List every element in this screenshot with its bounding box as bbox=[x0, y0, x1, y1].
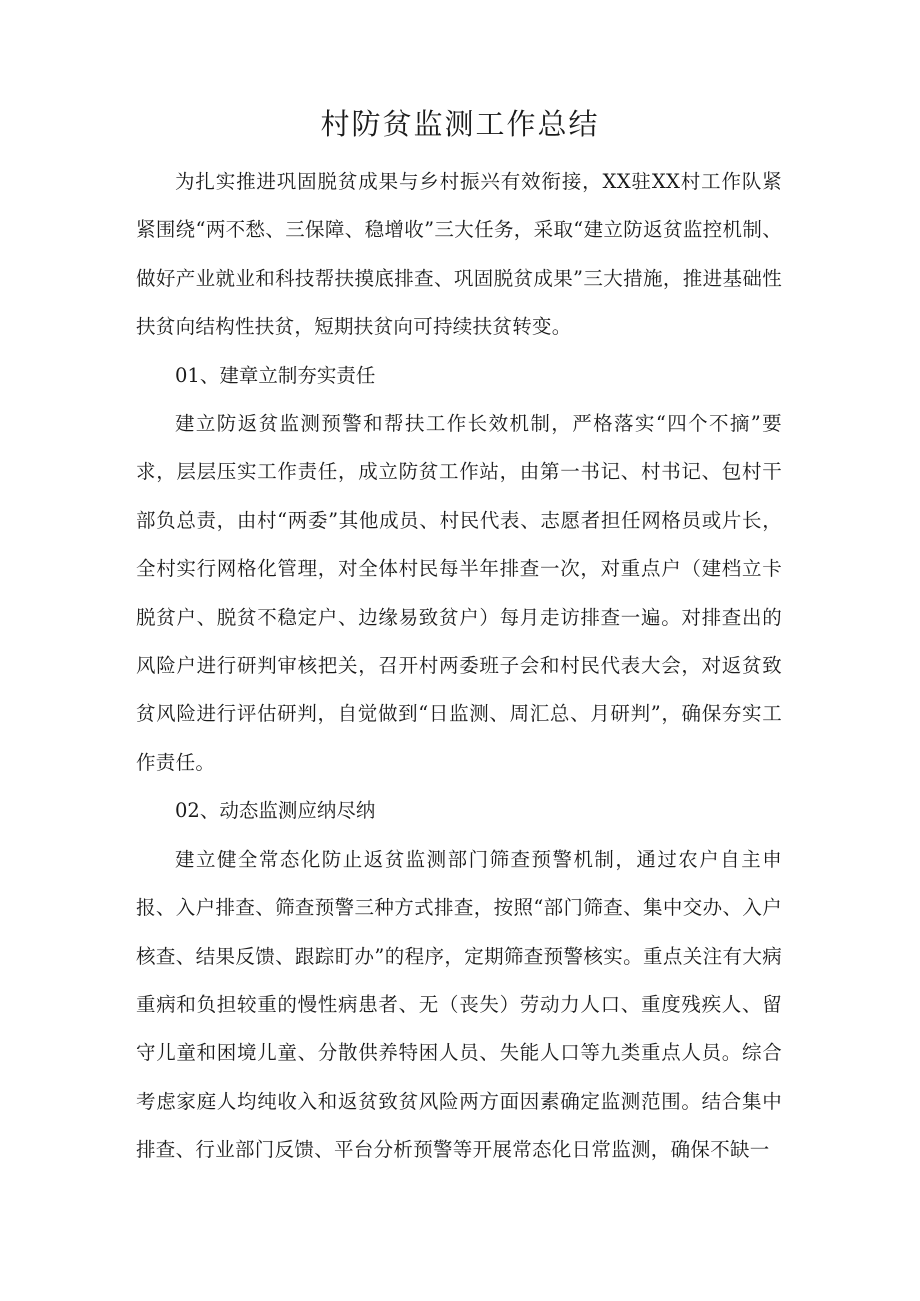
section-1-heading: 01、建章立制夯实责任 bbox=[175, 363, 376, 387]
section-2-paragraph: 建立健全常态化防止返贫监测部门筛查预警机制，通过农户自主申报、入户排查、筛查预警三种方式排查，按照“部门筛查、集中交办、入户核查、结果反馈、跟踪盯办”的程序，定期筛查预警核实。重点关注有大病重病和负担较重的慢性病患者、无（丧失）劳动力人口、重度残疾人、留守儿童和困境儿童、分散供养特困人员、失能人口等九类重点人员。综合考虑家庭人均纯收入和返贫致贫风险两方面因素确定监测范围。结合集中排查、行业部门反馈、平台分析预警等开展常态化日常监测，确保不缺一 bbox=[136, 847, 782, 1162]
document-title: 村防贫监测工作总结 bbox=[320, 107, 600, 141]
section-1-paragraph: 建立防返贫监测预警和帮扶工作长效机制，严格落实“四个不摘”要求，层层压实工作责任，成立防贫工作站，由第一书记、村书记、包村干部负总责，由村“两委”其他成员、村民代表、志愿者担任网格员或片长，全村实行网格化管理，对全体村民每半年排查一次，对重点户（建档立卡脱贫户、脱贫不稳定户、边缘易致贫户）每月走访排查一遍。对排查出的风险户进行研判审核把关，召开村两委班子会和村民代表大会，对返贫致贫风险进行评估研判，自觉做到“日监测、周汇总、月研判”，确保夯实工作责任。 bbox=[136, 412, 782, 774]
intro-paragraph: 为扎实推进巩固脱贫成果与乡村振兴有效衔接，XX驻XX村工作队紧紧围绕“两不愁、三保障、稳增收”三大任务，采取“建立防返贫监控机制、做好产业就业和科技帮扶摸底排查、巩固脱贫成果”三大措施，推进基础性扶贫向结构性扶贫，短期扶贫向可持续扶贫转变。 bbox=[136, 170, 782, 339]
section-2-heading: 02、动态监测应纳尽纳 bbox=[175, 799, 376, 823]
document-body bbox=[136, 158, 782, 1175]
